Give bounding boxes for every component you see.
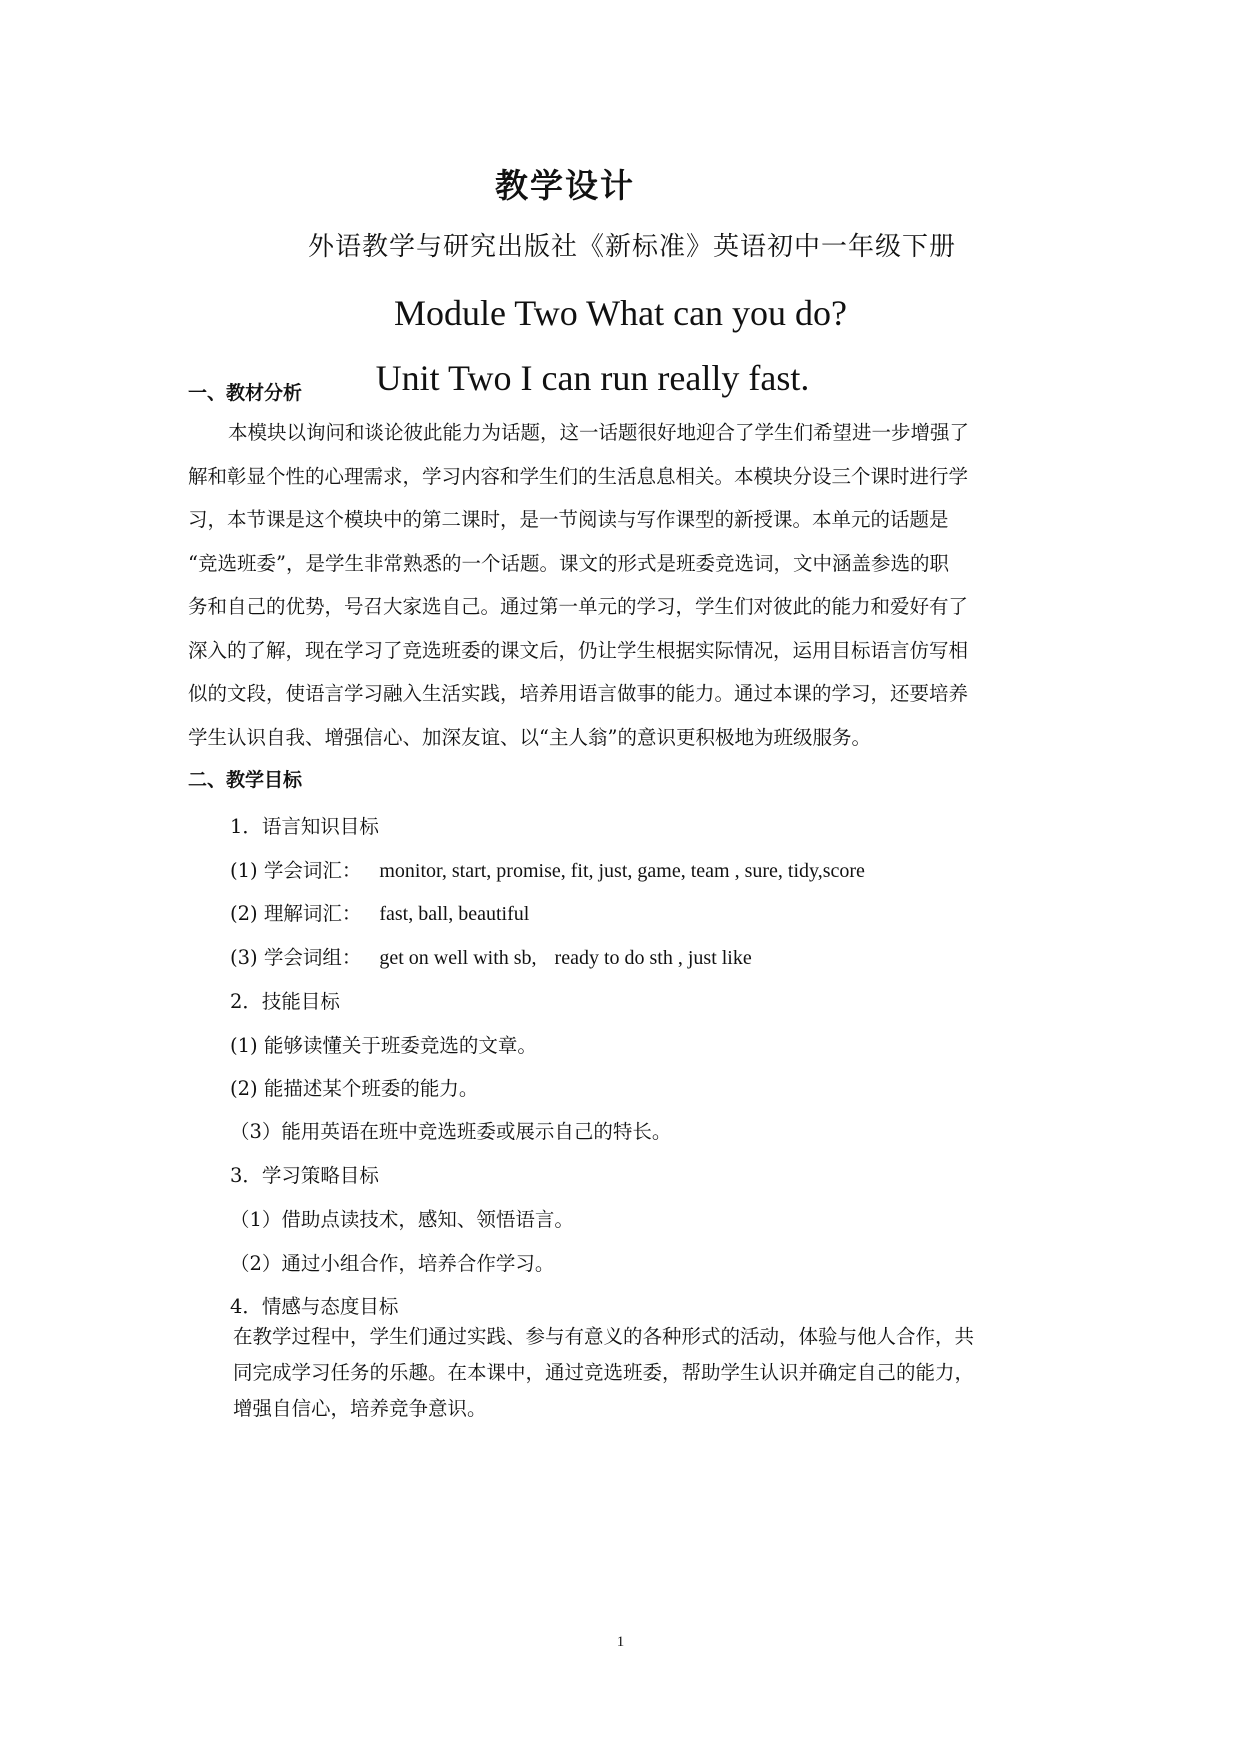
paragraph-line: 在教学过程中，学生们通过实践、参与有意义的各种形式的活动，体验与他人合作，共 xyxy=(233,1325,975,1348)
section-heading-objectives: 二、教学目标 xyxy=(188,769,303,791)
paragraph-line: 习，本节课是这个模块中的第二课时，是一节阅读与写作课型的新授课。本单元的话题是 xyxy=(188,508,949,531)
document-title: 教学设计 xyxy=(495,166,635,205)
paragraph-line: 增强自信心，培养竞争意识。 xyxy=(233,1397,487,1420)
analysis-paragraph xyxy=(188,411,1056,759)
goal-item-value: monitor, start, promise, fit, just, game, team , sure, tidy,score xyxy=(379,860,865,882)
paragraph-line: 解和彰显个性的心理需求，学习内容和学生们的生活息息相关。本模块分设三个课时进行学 xyxy=(188,464,969,488)
page-number: 1 xyxy=(616,1634,625,1650)
unit-title: Unit Two I can run really fast. xyxy=(375,358,810,398)
goal-item: (2) 能描述某个班委的能力。 xyxy=(230,1077,479,1100)
goal-item-value: fast, ball, beautiful xyxy=(379,903,530,925)
goal-item xyxy=(230,898,529,926)
goal-item: （3）能用英语在班中竞选班委或展示自己的特长。 xyxy=(230,1120,672,1143)
goal-item-value: ready to do sth , just like xyxy=(554,947,752,969)
goal-item: （1）借助点读技术，感知、领悟语言。 xyxy=(230,1208,574,1231)
paragraph-line: 深入的了解，现在学习了竞选班委的课文后，仍让学生根据实际情况，运用目标语言仿写相 xyxy=(188,638,969,662)
paragraph-line: 似的文段，使语言学习融入生活实践，培养用语言做事的能力。通过本课的学习，还要培养 xyxy=(188,682,969,705)
goal-title-language: 1．语言知识目标 xyxy=(230,815,379,838)
attitude-paragraph xyxy=(233,1319,1063,1427)
paragraph-line: 本模块以询问和谈论彼此能力为话题，这一话题很好地迎合了学生们希望进一步增强了 xyxy=(228,421,970,444)
goal-item xyxy=(230,942,752,970)
document-subtitle: 外语教学与研究出版社《新标准》英语初中一年级下册 xyxy=(308,232,957,262)
goal-item-label: (2) 理解词汇： xyxy=(230,902,362,925)
paragraph-line: 务和自己的优势，号召大家选自己。通过第一单元的学习，学生们对彼此的能力和爱好有了 xyxy=(188,595,969,618)
section-heading-analysis: 一、教材分析 xyxy=(188,382,303,404)
paragraph-line: “竞选班委”，是学生非常熟悉的一个话题。课文的形式是班委竞选词，文中涵盖参选的职 xyxy=(188,551,949,575)
goal-item-label: (1) 学会词汇： xyxy=(230,859,362,882)
goal-item-label: (3) 学会词组： xyxy=(230,946,362,969)
goal-item xyxy=(230,855,865,883)
paragraph-line: 同完成学习任务的乐趣。在本课中，通过竞选班委，帮助学生认识并确定自己的能力， xyxy=(233,1361,975,1384)
paragraph-line: 学生认识自我、增强信心、加深友谊、以“主人翁”的意识更积极地为班级服务。 xyxy=(188,725,871,749)
goal-item: （2）通过小组合作，培养合作学习。 xyxy=(230,1252,555,1275)
goal-title-skills: 2．技能目标 xyxy=(230,990,340,1013)
goal-item: (1) 能够读懂关于班委竞选的文章。 xyxy=(230,1034,537,1057)
goal-title-strategy: 3．学习策略目标 xyxy=(230,1164,379,1187)
goal-item-value: get on well with sb, xyxy=(379,947,537,969)
goal-title-attitude: 4．情感与态度目标 xyxy=(230,1295,399,1318)
module-title: Module Two What can you do? xyxy=(393,293,848,333)
